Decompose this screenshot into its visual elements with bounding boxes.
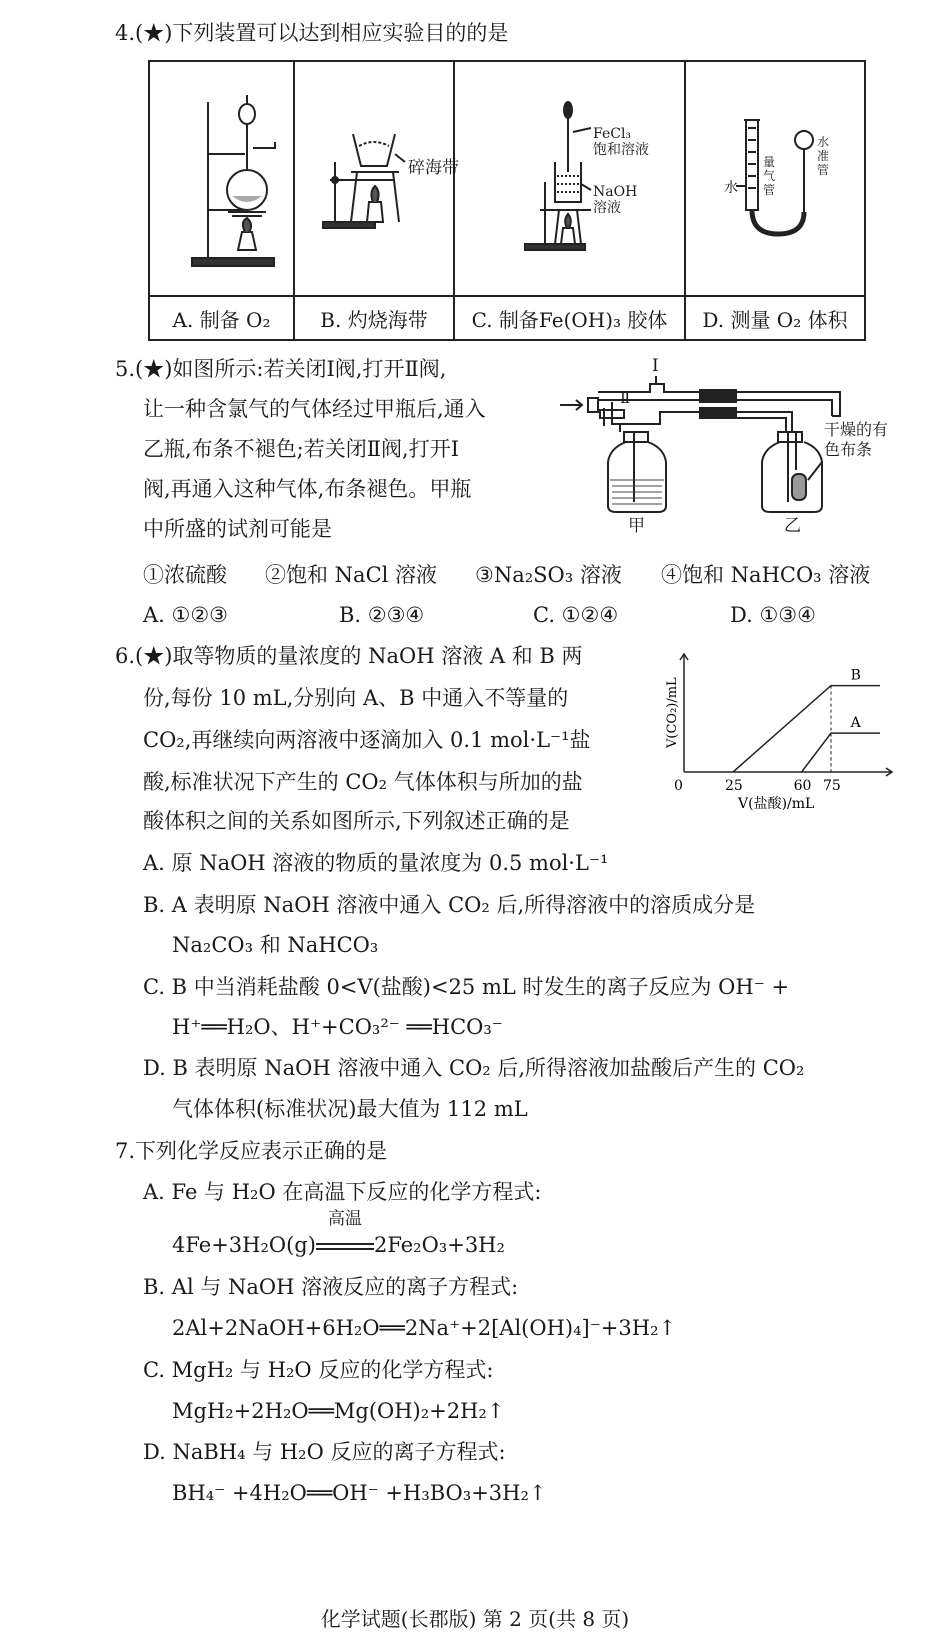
q4-caption-a: A. 制备 O₂ (149, 296, 294, 340)
q5-dry-cloth-2: 色布条 (824, 440, 873, 459)
q5-line-2: 让一种含氯气的气体经过甲瓶后,通入 (143, 397, 486, 421)
q5-reagent-3: ③Na₂SO₃ 溶液 (475, 563, 622, 587)
q4-d-water: 水 (724, 180, 738, 196)
q4-stem: 4.(★)下列装置可以达到相应实验目的的是 (115, 21, 509, 45)
q7-eq-a (172, 1209, 505, 1260)
q7-option-a: A. Fe 与 H₂O 在高温下反应的化学方程式: (143, 1180, 542, 1204)
page-footer: 化学试题(长郡版) 第 2 页(共 8 页) (320, 1607, 630, 1631)
q6-option-b-cont: Na₂CO₃ 和 NaHCO₃ (172, 933, 379, 957)
q4-b-label: 碎海带 (408, 158, 459, 178)
x-tick-25: 25 (725, 778, 743, 794)
q5-option-c: C. ①②④ (533, 603, 619, 627)
q4-d-tube-3: 管 (763, 183, 776, 197)
q4-apparatus-table (148, 60, 866, 341)
q4-figure-a (149, 61, 294, 296)
q7-eq-a-condition: 高温 (327, 1209, 362, 1229)
q4-caption-d: D. 测量 O₂ 体积 (685, 296, 865, 340)
q6-option-a: A. 原 NaOH 溶液的物质的量浓度为 0.5 mol·L⁻¹ (143, 851, 609, 875)
q6-line-4: 酸,标准状况下产生的 CO₂ 气体体积与所加的盐 (143, 770, 583, 794)
q5-option-b: B. ②③④ (339, 603, 425, 627)
q5-valve-1: Ⅰ (652, 356, 659, 376)
q5-line-1: 5.(★)如图所示:若关闭Ⅰ阀,打开Ⅱ阀, (115, 357, 447, 381)
q5-option-d: D. ①③④ (730, 603, 816, 627)
q5-option-a: A. ①②③ (143, 603, 228, 627)
q7-eq-a-left: 4Fe+3H₂O(g) (172, 1233, 316, 1257)
q4-c-solution: 溶液 (593, 200, 621, 216)
q6-option-d: D. B 表明原 NaOH 溶液中通入 CO₂ 后,所得溶液加盐酸后产生的 CO₂ (143, 1056, 805, 1080)
x-axis-label: V(盐酸)/mL (738, 796, 815, 812)
q5-reagent-4: ④饱和 NaHCO₃ 溶液 (661, 563, 871, 587)
q7-option-b: B. Al 与 NaOH 溶液反应的离子方程式: (143, 1275, 519, 1299)
q5-dry-cloth-1: 干燥的有 (824, 420, 889, 439)
q4-c-naoh: NaOH (593, 184, 638, 200)
q4-d-level-3: 管 (817, 163, 830, 177)
q4-d-level-2: 准 (817, 149, 830, 163)
q5-bottle-yi: 乙 (784, 516, 801, 536)
q4-c-fecl3: FeCl₃ (593, 126, 632, 142)
q4-d-level-1: 水 (817, 135, 830, 149)
q6-option-d-cont: 气体体积(标准状况)最大值为 112 mL (172, 1097, 528, 1121)
q4-caption-c: C. 制备Fe(OH)₃ 胶体 (454, 296, 685, 340)
q4-figure-b (294, 61, 459, 296)
apparatus-a-icon (150, 62, 293, 290)
q4-figure-d (685, 61, 865, 296)
q4-d-tube-2: 气 (763, 169, 776, 183)
q7-option-d: D. NaBH₄ 与 H₂O 反应的离子方程式: (143, 1440, 506, 1464)
q7-stem: 7.下列化学反应表示正确的是 (115, 1139, 388, 1163)
q7-eq-a-right: 2Fe₂O₃+3H₂ (373, 1233, 505, 1257)
q4-d-tube-1: 量 (763, 155, 776, 169)
q7-eq-c: MgH₂+2H₂O══Mg(OH)₂+2H₂↑ (172, 1399, 505, 1423)
q6-line-3: CO₂,再继续向两溶液中逐滴加入 0.1 mol·L⁻¹盐 (143, 728, 591, 752)
apparatus-c-icon (455, 62, 684, 290)
q6-line-5: 酸体积之间的关系如图所示,下列叙述正确的是 (143, 809, 570, 833)
q7-option-c: C. MgH₂ 与 H₂O 反应的化学方程式: (143, 1358, 494, 1382)
series-a-line (802, 733, 880, 772)
q5-reagent-1: ①浓硫酸 (143, 563, 227, 587)
q5-valve-2: Ⅱ (620, 389, 631, 407)
q5-figure (560, 356, 900, 542)
q6-chart (660, 648, 900, 816)
q6-option-c: C. B 中当消耗盐酸 0<V(盐酸)<25 mL 时发生的离子反应为 OH⁻ + (143, 975, 790, 999)
series-b-label: B (850, 667, 861, 684)
series-a-label: A (850, 715, 861, 732)
q6-line-1: 6.(★)取等物质的量浓度的 NaOH 溶液 A 和 B 两 (115, 644, 583, 668)
q5-line-4: 阀,再通入这种气体,布条褪色。甲瓶 (143, 477, 472, 501)
q5-bottle-jia: 甲 (628, 516, 645, 536)
q5-line-3: 乙瓶,布条不褪色;若关闭Ⅱ阀,打开Ⅰ (143, 437, 459, 461)
q7-eq-a-arrow (316, 1209, 374, 1260)
q7-eq-b: 2Al+2NaOH+6H₂O══2Na⁺+2[Al(OH)₄]⁻+3H₂↑ (172, 1316, 677, 1340)
q4-caption-b: B. 灼烧海带 (294, 296, 454, 340)
q7-eq-d: BH₄⁻ +4H₂O══OH⁻ +H₃BO₃+3H₂↑ (172, 1481, 547, 1505)
q6-chart-svg (660, 648, 900, 816)
q5-line-5: 中所盛的试剂可能是 (143, 517, 332, 541)
q6-option-b: B. A 表明原 NaOH 溶液中通入 CO₂ 后,所得溶液中的溶质成分是 (143, 893, 756, 917)
q4-figure-c (454, 61, 685, 296)
x-tick-75: 75 (823, 778, 841, 794)
q4-c-saturated: 饱和溶液 (593, 142, 649, 158)
x-tick-0: 0 (674, 778, 683, 794)
q6-line-2: 份,每份 10 mL,分别向 A、B 中通入不等量的 (143, 686, 569, 710)
q5-reagent-2: ②饱和 NaCl 溶液 (265, 563, 438, 587)
q6-option-c-cont: H⁺══H₂O、H⁺+CO₃²⁻ ══HCO₃⁻ (172, 1015, 503, 1039)
x-tick-60: 60 (793, 778, 812, 794)
y-axis-label: V(CO₂)/mL (665, 677, 680, 748)
